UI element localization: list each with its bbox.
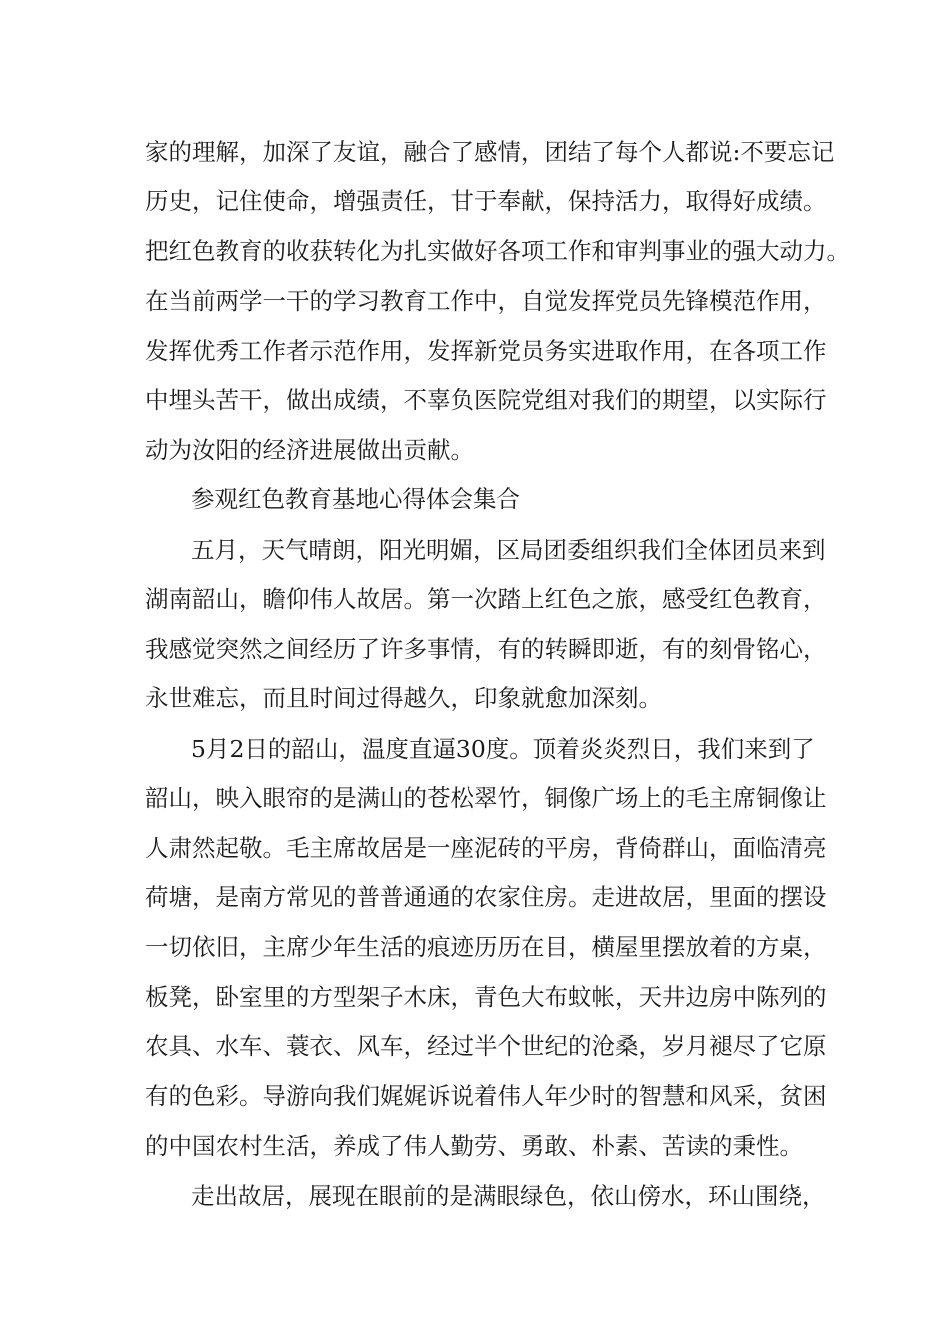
paragraph-line: 家的理解，加深了友谊，融合了感情，团结了每个人都说:不要忘记 [145,138,835,166]
paragraph-line: 把红色教育的收获转化为扎实做好各项工作和审判事业的强大动力。 [145,237,850,265]
paragraph-line: 韶山，映入眼帘的是满山的苍松翠竹，铜像广场上的毛主席铜像让 [145,784,827,812]
section-heading: 参观红色教育基地心得体会集合 [191,485,520,513]
paragraph-line: 永世难忘，而且时间过得越久，印象就愈加深刻。 [145,684,662,712]
paragraph-line: 有的色彩。导游向我们娓娓诉说着伟人年少时的智慧和风采，贫困 [145,1082,827,1110]
paragraph-line: 走出故居，展现在眼前的是满眼绿色，依山傍水，环山围绕， [191,1182,826,1210]
paragraph-line: 农具、水车、蓑衣、风车，经过半个世纪的沧桑，岁月褪尽了它原 [145,1032,827,1060]
paragraph-line: 人肃然起敬。毛主席故居是一座泥砖的平房，背倚群山，面临清亮 [145,834,827,862]
paragraph-line: 发挥优秀工作者示范作用，发挥新党员务实进取作用，在各项工作 [145,337,827,365]
paragraph-line: 5月2日的韶山，温度直逼30度。顶着炎炎烈日，我们来到了 [191,735,815,763]
paragraph-line: 五月，天气晴朗，阳光明媚，区局团委组织我们全体团员来到 [191,536,826,564]
paragraph-line: 荷塘，是南方常见的普普通通的农家住房。走进故居，里面的摆设 [145,883,827,911]
paragraph-line: 的中国农村生活，养成了伟人勤劳、勇敢、朴素、苦读的秉性。 [145,1132,803,1160]
paragraph-line: 我感觉突然之间经历了许多事情，有的转瞬即逝，有的刻骨铭心， [145,635,827,663]
paragraph-line: 湖南韶山，瞻仰伟人故居。第一次踏上红色之旅，感受红色教育， [145,585,827,613]
paragraph-line: 板凳，卧室里的方型架子木床，青色大布蚊帐，天井边房中陈列的 [145,983,827,1011]
paragraph-line: 历史，记住使命，增强责任，甘于奉献，保持活力，取得好成绩。 [145,187,827,215]
paragraph-line: 中埋头苦干，做出成绩，不辜负医院党组对我们的期望，以实际行 [145,386,827,414]
paragraph-line: 在当前两学一干的学习教育工作中，自觉发挥党员先锋模范作用， [145,287,827,315]
paragraph-line: 动为汝阳的经济进展做出贡献。 [145,436,474,464]
paragraph-line: 一切依旧，主席少年生活的痕迹历历在目，横屋里摆放着的方桌， [145,933,827,961]
